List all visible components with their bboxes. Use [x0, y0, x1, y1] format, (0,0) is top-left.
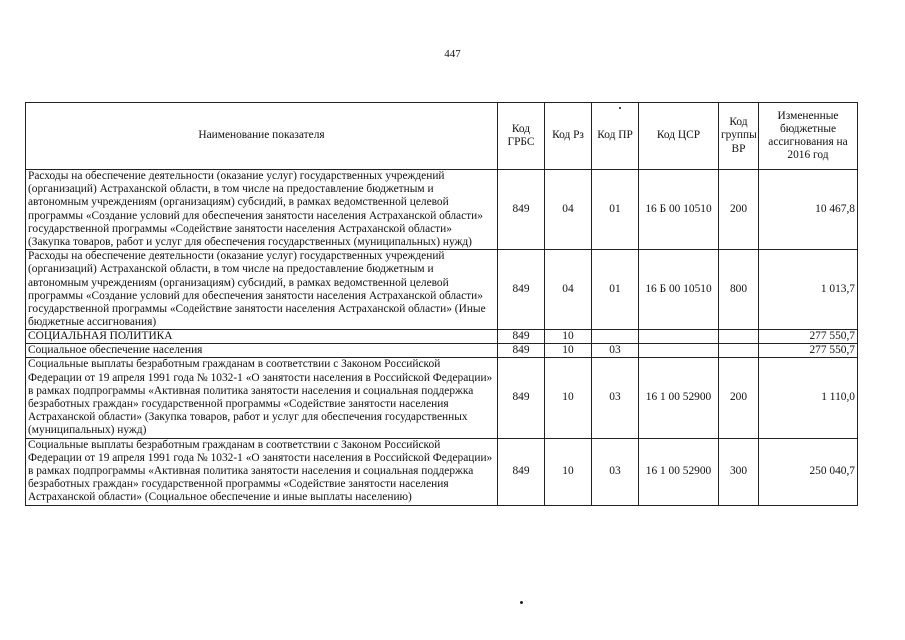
row-csr: 16 1 00 52900 [639, 438, 719, 505]
table-row [26, 170, 858, 250]
row-vr: 200 [719, 170, 759, 250]
header-csr: Код ЦСР [639, 103, 719, 170]
row-amount: 1 013,7 [759, 250, 858, 330]
row-grbs: 849 [498, 330, 545, 344]
row-amount: 1 110,0 [759, 358, 858, 438]
row-rz: 10 [545, 358, 592, 438]
row-vr: 200 [719, 358, 759, 438]
table-row [26, 330, 858, 344]
row-name: Социальное обеспечение населения [26, 344, 498, 358]
header-name: Наименование показателя [26, 103, 498, 170]
row-rz: 04 [545, 170, 592, 250]
table-row [26, 250, 858, 330]
row-pr: 03 [592, 358, 639, 438]
row-rz: 10 [545, 438, 592, 505]
table-header [26, 103, 858, 170]
row-pr [592, 330, 639, 344]
row-csr [639, 330, 719, 344]
header-grbs: Код ГРБС [498, 103, 545, 170]
table-row [26, 438, 858, 505]
row-name: Расходы на обеспечение деятельности (оказание услуг) государственных учреждений (организаций) Астраханской области, в том числе на предоставление бюджетным и автономным учреждениям (организациям) субсидий, в рамках ведомственной целевой программы «Создание условий для обеспечения занятости населения Астраханской области» государственной программы «Содействие занятости населения Астраханской области» (Иные бюджетные ассигнования) [26, 250, 498, 330]
row-amount: 277 550,7 [759, 330, 858, 344]
row-grbs: 849 [498, 438, 545, 505]
row-vr [719, 344, 759, 358]
row-name: Социальные выплаты безработным гражданам в соответствии с Законом Российской Федерации от 19 апреля 1991 года № 1032-1 «О занятости населения в Российской Федерации» в рамках подпрограммы «Активная политика занятости населения и социальная поддержка безработных граждан» государственной программы «Содействие занятости населения Астраханской области» (Закупка товаров, работ и услуг для обеспечения государственных (муниципальных) нужд) [26, 358, 498, 438]
row-grbs: 849 [498, 344, 545, 358]
header-vr: Код группы ВР [719, 103, 759, 170]
row-rz: 10 [545, 330, 592, 344]
row-name: СОЦИАЛЬНАЯ ПОЛИТИКА [26, 330, 498, 344]
row-rz: 10 [545, 344, 592, 358]
table-row [26, 344, 858, 358]
row-grbs: 849 [498, 250, 545, 330]
row-csr: 16 1 00 52900 [639, 358, 719, 438]
budget-table [25, 102, 858, 506]
row-csr: 16 Б 00 10510 [639, 250, 719, 330]
row-amount: 250 040,7 [759, 438, 858, 505]
row-pr: 01 [592, 170, 639, 250]
row-vr [719, 330, 759, 344]
row-amount: 277 550,7 [759, 344, 858, 358]
table-row [26, 358, 858, 438]
row-pr: 03 [592, 438, 639, 505]
header-amount: Измененные бюджетные ассигнования на 2016 год [759, 103, 858, 170]
row-name: Расходы на обеспечение деятельности (оказание услуг) государственных учреждений (организаций) Астраханской области, в том числе на предоставление бюджетным и автономным учреждениям (организациям) субсидий, в рамках ведомственной целевой программы «Создание условий для обеспечения занятости населения Астраханской области» государственной программы «Содействие занятости населения Астраханской области» (Закупка товаров, работ и услуг для обеспечения государственных (муниципальных) нужд) [26, 170, 498, 250]
row-vr: 300 [719, 438, 759, 505]
row-grbs: 849 [498, 170, 545, 250]
header-rz: Код Рз [545, 103, 592, 170]
row-vr: 800 [719, 250, 759, 330]
row-csr [639, 344, 719, 358]
row-grbs: 849 [498, 358, 545, 438]
row-name: Социальные выплаты безработным гражданам в соответствии с Законом Российской Федерации от 19 апреля 1991 года № 1032-1 «О занятости населения в Российской Федерации» в рамках подпрограммы «Активная политика занятости населения и социальная поддержка безработных граждан» государственной программы «Содействие занятости населения Астраханской области» (Социальное обеспечение и иные выплаты населению) [26, 438, 498, 505]
page-number: 447 [444, 48, 461, 60]
row-amount: 10 467,8 [759, 170, 858, 250]
header-pr: Код ПР [592, 103, 639, 170]
row-rz: 04 [545, 250, 592, 330]
row-pr: 03 [592, 344, 639, 358]
row-csr: 16 Б 00 10510 [639, 170, 719, 250]
scan-speck [520, 601, 523, 604]
row-pr: 01 [592, 250, 639, 330]
